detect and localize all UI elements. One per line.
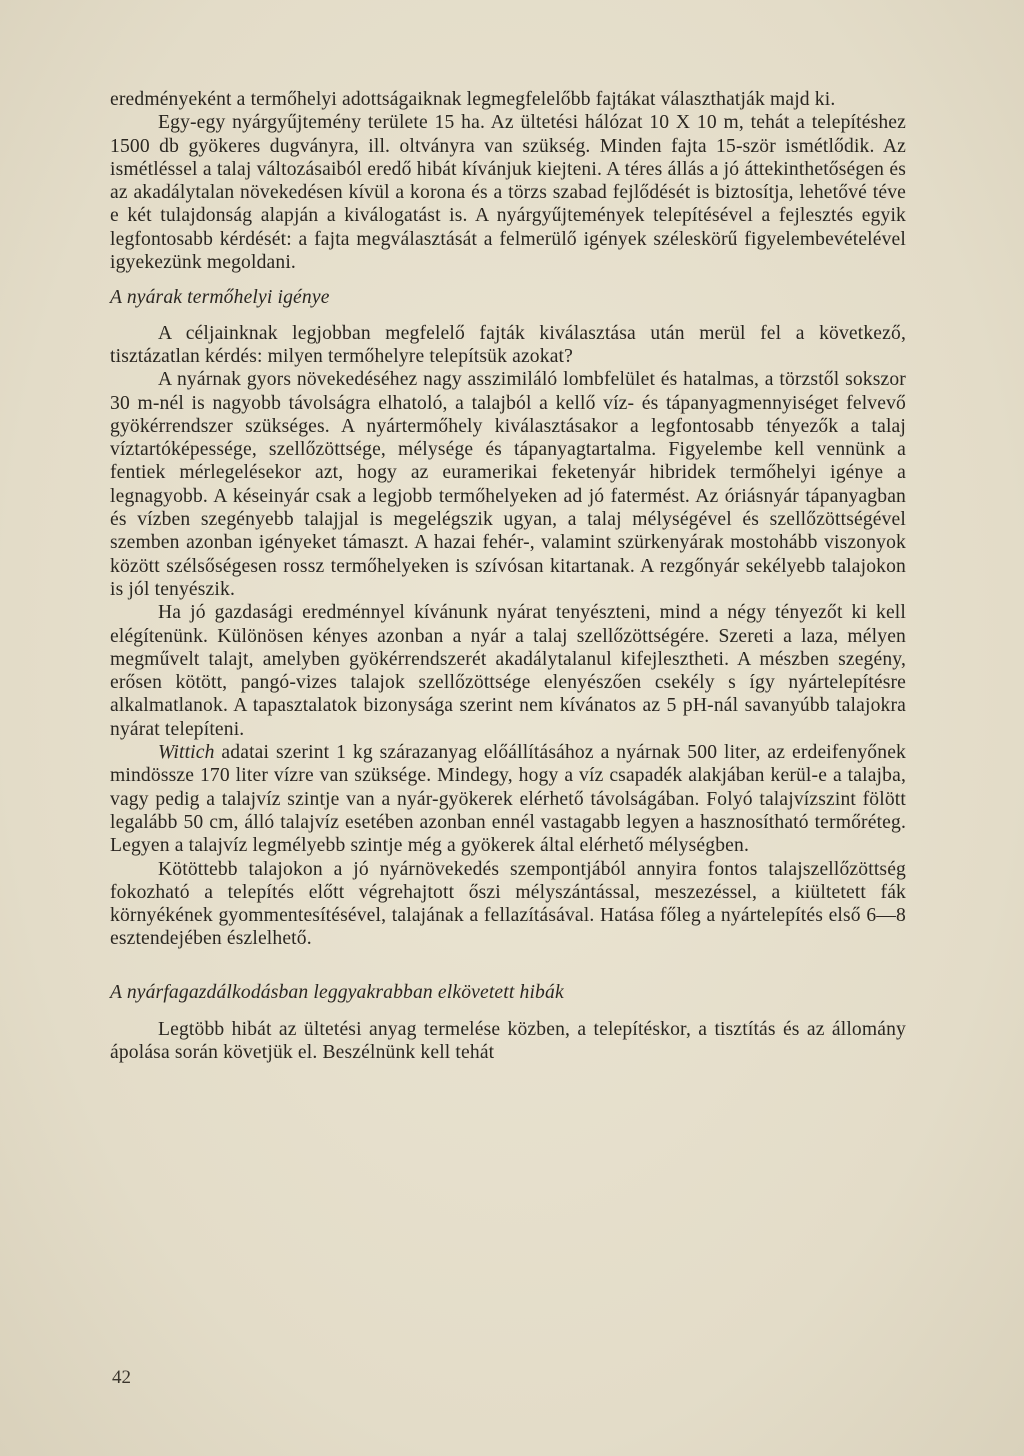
paragraph-celjaink: A céljainknak legjobban megfelelő fajták kiválasztása után merül fel a következő, tisztázatlan kérdés: milyen termőhelyre telepítsük azokat? <box>110 322 906 367</box>
paragraph-wittich-text: adatai szerint 1 kg szárazanyag előállításához a nyárnak 500 liter, az erdeifenyőnek mindössze 170 liter vízre van szüksége. Mindegy, hogy a víz csapadék alakjában kerül-e a talajba, vagy pedig a talajvíz szintje van a nyár-gyökerek elérhető távolságában. Folyó talajvízszint fölött legalább 50 cm, álló talajvíz esetében azonban ennél vastagabb legyen a hasznosítható termőréteg. Legyen a talajvíz legmélyebb szintje még a gyökerek által elérhető mélységben. <box>110 742 906 857</box>
page-number: 42 <box>112 1367 131 1388</box>
paragraph-legtobb-hiba: Legtöbb hibát az ültetési anyag termelése közben, a telepítéskor, a tisztítás és az állomány ápolása során követjük el. Beszélnünk kell tehát <box>110 1018 906 1064</box>
body-text <box>110 88 906 1065</box>
paragraph-kotottebb-talajok: Kötöttebb talajokon a jó nyárnövekedés szempontjából annyira fontos talajszellőzöttség fokozható a telepítés előtt végrehajtott őszi mélyszántással, meszezéssel, a kiültetett fák környékének gyommentesítésével, talajának a fellazításával. Hatása főleg a nyártelepítés első 6—8 esztendejében észlelhető. <box>110 858 906 950</box>
paragraph-nyar-novekedes: A nyárnak gyors növekedéséhez nagy asszimiláló lombfelület és hatalmas, a törzstől sokszor 30 m-nél is nagyobb távolságra elhatoló, a talajból a kellő víz- és tápanyagmennyiséget felvevő gyökérrendszer szükséges. A nyártermőhely kiválasztásakor a legfontosabb tényezők a talaj víztartóképessége, szellőzöttsége, mélysége és tápanyagtartalma. Figyelembe kell vennünk a fentiek mérlegelésekor azt, hogy az euramerikai feketenyár hibridek termőhelyi igénye a legnagyobb. A késeinyár csak a legjobb termőhelyeken ad jó fatermést. Az óriásnyár tápanyagban és vízben szegényebb talajjal is megelégszik ugyan, a talaj mélységével és szellőzöttségével szemben azonban igényeket támaszt. A hazai fehér-, valamint szürkenyárak mostohább viszonyok között szélsőségesen rossz termőhelyeken is szívósan kitartanak. A rezgőnyár sekélyebb talajokon is jól tenyészik. <box>110 369 906 600</box>
section-heading-hibak: A nyárfagazdálkodásban leggyakrabban elkövetett hibák <box>110 981 564 1003</box>
paragraph-gazdasagi-eredmeny: Ha jó gazdasági eredménnyel kívánunk nyárat tenyészteni, mind a négy tényezőt ki kell elégítenünk. Különösen kényes azonban a nyár a talaj szellőzöttségére. Szereti a laza, mélyen megművelt talajt, amelyben gyökérrendszerét akadálytalanul kifejlesztheti. A mészben szegény, erősen kötött, pangó-vizes talajok szellőzöttsége elenyészően csekély s így nyártelepítésre alkalmatlanok. A tapasztalatok bizonysága szerint nem kívánatos az 5 pH-nál savanyúbb talajokra nyárat telepíteni. <box>110 602 906 740</box>
paragraph-wittich <box>110 741 906 857</box>
section-heading-termohelyi-igeny: A nyárak termőhelyi igénye <box>110 287 330 309</box>
paragraph-nyargyujtemeny: Egy-egy nyárgyűjtemény területe 15 ha. Az ültetési hálózat 10 X 10 m, tehát a telepítéshez 1500 db gyökeres dugványra, ill. oltványra van szükség. Minden fajta 15-ször ismétlődik. Az ismétléssel a talaj változásaiból eredő hibát kívánjuk kiejteni. A téres állás a jó áttekinthetőségen és az akadálytalan növekedésen kívül a korona és a törzs szabad fejlődését is biztosítja, lehetővé téve e két tulajdonság alapján a kiválogatást is. A nyárgyűjtemények telepítésével a fejlesztés egyik legfontosabb kérdését: a fajta megválasztását a felmerülő igények széleskörű figyelembevételével igyekezünk megoldani. <box>110 112 906 274</box>
paragraph-continued: eredményeként a termőhelyi adottságaiknak legmegfelelőbb fajtákat választhatják majd ki. <box>110 89 836 110</box>
author-name: Wittich <box>158 742 215 764</box>
